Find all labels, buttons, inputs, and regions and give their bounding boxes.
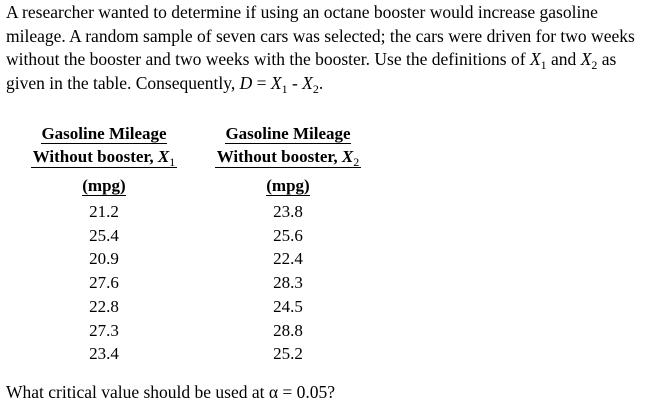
header-title: Gasoline Mileage [225, 124, 351, 143]
header-unit: (mpg) [266, 176, 310, 195]
header-subtitle: Without booster, $X_2$ [216, 147, 360, 169]
table-cell: 25.6 [273, 225, 303, 245]
column-header [210, 122, 366, 197]
header-unit: (mpg) [82, 176, 126, 195]
var-x1: X [529, 49, 541, 69]
sub-1-def: 1 [281, 81, 288, 96]
var-d: D [239, 72, 253, 93]
var-x1-def: X [270, 72, 282, 93]
minus-sign: - [287, 72, 303, 93]
header-title: Gasoline Mileage [41, 124, 167, 143]
sub-2: 2 [591, 58, 598, 72]
table-cell: 22.4 [273, 249, 303, 269]
intro-text-2: as given in the table. Consequently, [6, 49, 617, 93]
table-cell: 22.8 [89, 296, 119, 316]
column-without-booster-x2 [210, 122, 366, 366]
equals-sign: = [252, 72, 271, 93]
question-text: What critical value should be used at α = 0.05? [6, 382, 336, 402]
sub-1: 1 [540, 58, 547, 72]
intro-text: A researcher wanted to determine if using an octane booster would increase gasoline mileage. A random sample of seven cars was selected; the cars were driven for two weeks without the booster and two weeks with the booster. Use the definitions of [6, 2, 635, 69]
value-list [210, 200, 366, 366]
problem-intro [6, 1, 646, 95]
table-cell: 27.6 [89, 273, 119, 293]
var-x2: X [580, 49, 592, 69]
intro-and: and [546, 49, 581, 69]
table-cell: 25.4 [89, 225, 119, 245]
table-cell: 23.8 [273, 202, 303, 221]
table-cell: 27.3 [89, 320, 119, 340]
table-cell: 25.2 [273, 344, 303, 364]
table-cell: 21.2 [89, 202, 119, 221]
table-cell: 28.3 [273, 273, 303, 293]
table-cell: 28.8 [273, 320, 303, 340]
column-without-booster-x1 [26, 122, 182, 366]
table-cell: 20.9 [89, 249, 119, 269]
header-subtitle: Without booster, $X_1$ [32, 147, 176, 169]
value-list [26, 200, 182, 366]
column-header [26, 122, 182, 197]
var-x2-def: X [302, 72, 313, 93]
sub-2-def: 2 [312, 81, 319, 96]
table-cell: 24.5 [273, 296, 303, 316]
table-cell: 23.4 [89, 344, 119, 364]
period: . [318, 72, 324, 93]
